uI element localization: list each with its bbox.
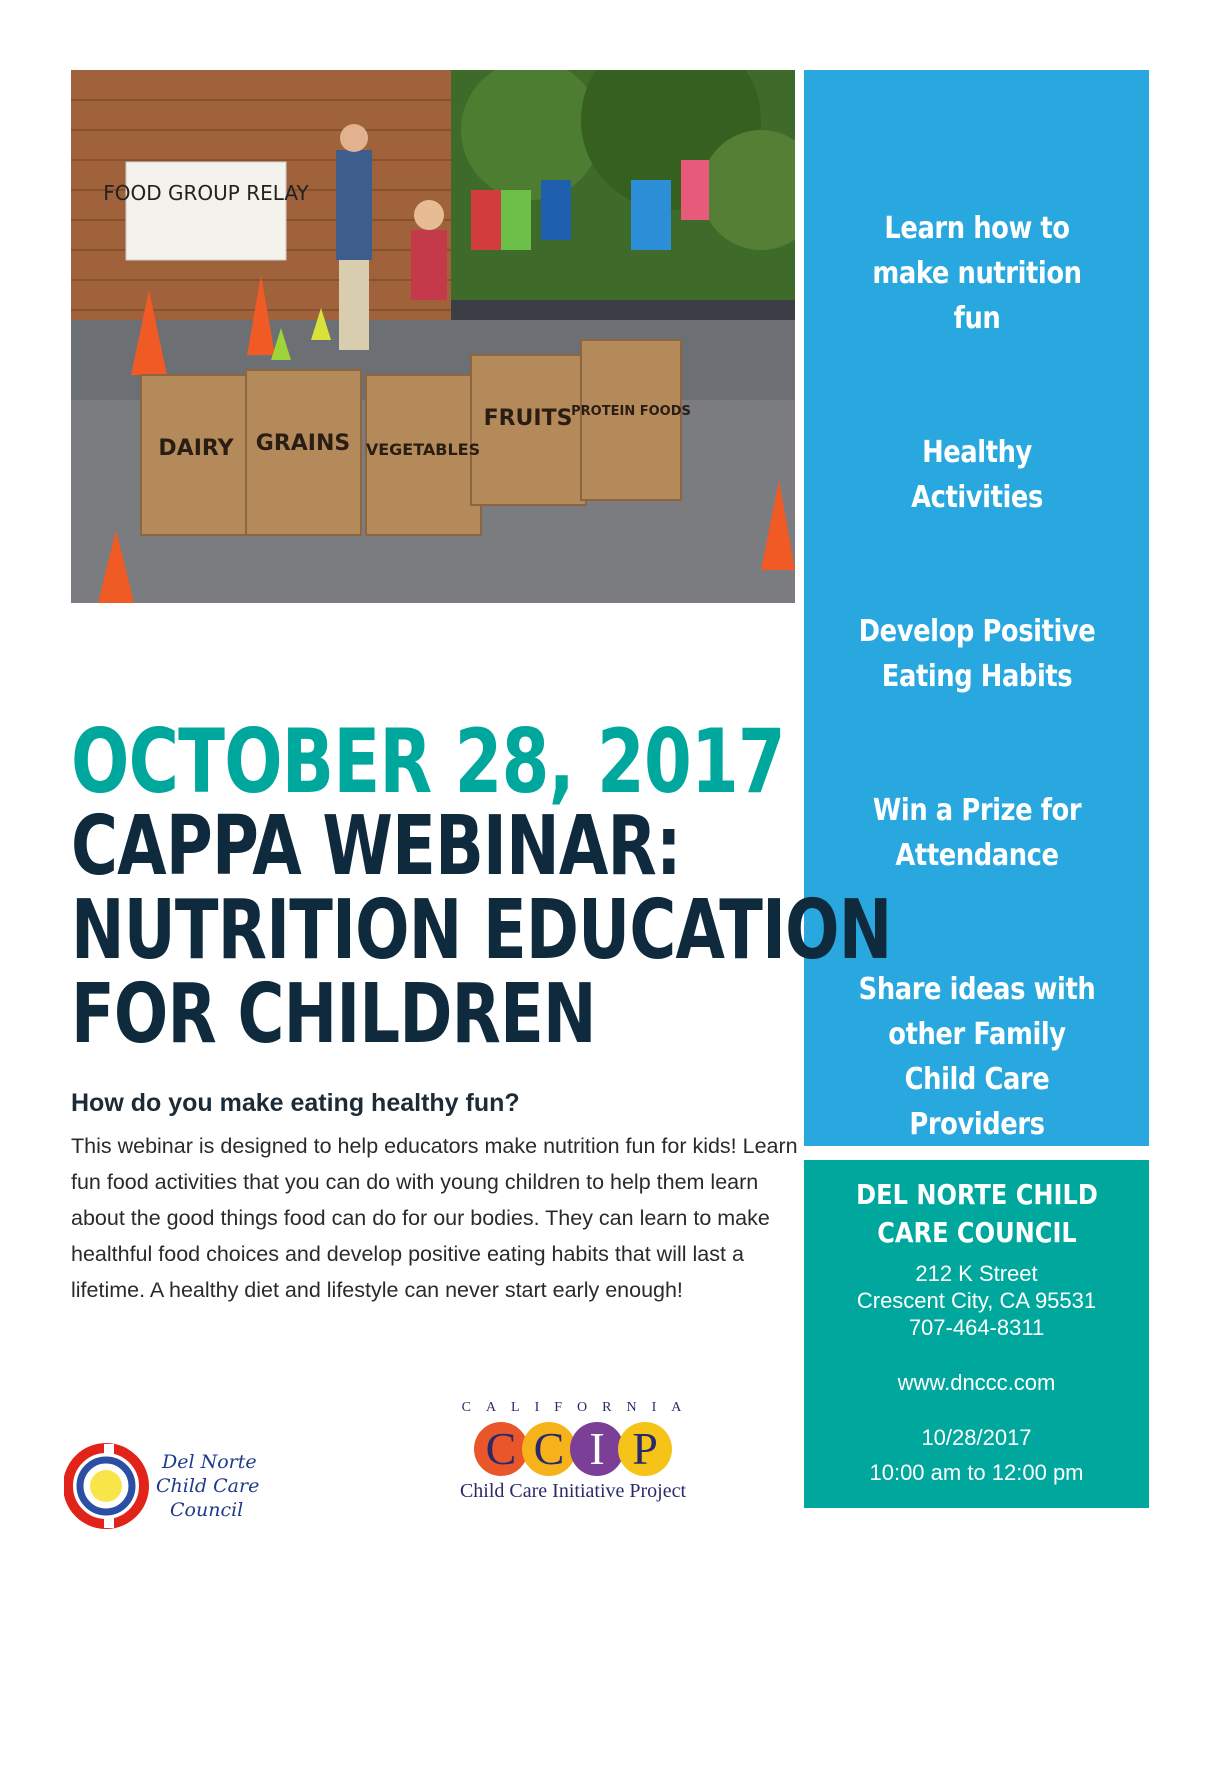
title-line: CAPPA WEBINAR:	[71, 799, 681, 894]
ccip-top-text: CALIFORNIA	[461, 1400, 697, 1415]
benefit-item: Win a Prize for Attendance	[872, 793, 1081, 873]
contact-box	[804, 1160, 1149, 1508]
benefit-item: Learn how to make nutrition fun	[871, 211, 1082, 336]
benefit-item: Healthy Activities	[910, 435, 1043, 515]
hero-photo	[71, 70, 795, 603]
benefit-item: Develop Positive Eating Habits	[858, 614, 1095, 694]
subheading: How do you make eating healthy fun?	[71, 1089, 520, 1117]
ccip-letter: I	[570, 1422, 624, 1476]
event-date: 10/28/2017	[921, 1425, 1032, 1450]
event-time: 10:00 am to 12:00 pm	[869, 1460, 1084, 1485]
title-line: FOR CHILDREN	[71, 967, 596, 1062]
description-paragraph: This webinar is designed to help educators make nutrition fun for kids! Learn fun food activities that you can do with young children to help them learn about the good things food can do for our bodies. They can learn to make healthful food choices and develop positive eating habits that will last a lifetime. A healthy diet and lifestyle can never start early enough!	[71, 1134, 798, 1302]
website-link[interactable]: www.dnccc.com	[897, 1370, 1056, 1395]
banner-text: FOOD GROUP RELAY	[103, 181, 309, 205]
bag-fruits-label: FRUITS	[483, 406, 573, 431]
ccip-bottom-text: Child Care Initiative Project	[459, 1480, 687, 1502]
ccip-letter: C	[522, 1422, 576, 1476]
banner-sign	[103, 162, 309, 260]
dncc-logo	[64, 1424, 264, 1544]
bag-grains-label: GRAINS	[255, 431, 351, 456]
phone-number: 707-464-8311	[908, 1315, 1045, 1340]
dncc-logo-line: Del Norte	[162, 1451, 257, 1473]
city-address: Crescent City, CA 95531	[856, 1288, 1097, 1313]
ccip-letter: P	[618, 1422, 672, 1476]
bag-vegetables-label: VEGETABLES	[365, 440, 481, 459]
bag-protein-label: PROTEIN FOODS	[571, 404, 691, 419]
event-date-headline: OCTOBER 28, 2017	[71, 710, 785, 813]
street-address: 212 K Street	[915, 1261, 1038, 1286]
dncc-logo-line: Child Care	[156, 1475, 260, 1497]
page-title	[71, 799, 892, 1062]
bag-dairy-label: DAIRY	[158, 436, 234, 461]
ccip-logo	[448, 1400, 698, 1520]
dncc-logo-line: Council	[170, 1499, 244, 1521]
ccip-letter: C	[474, 1422, 528, 1476]
title-line: NUTRITION EDUCATION	[71, 883, 892, 978]
benefit-item: Share ideas with other Family Child Care Providers	[858, 972, 1095, 1142]
org-name: DEL NORTE CHILD CARE COUNCIL	[855, 1178, 1098, 1249]
